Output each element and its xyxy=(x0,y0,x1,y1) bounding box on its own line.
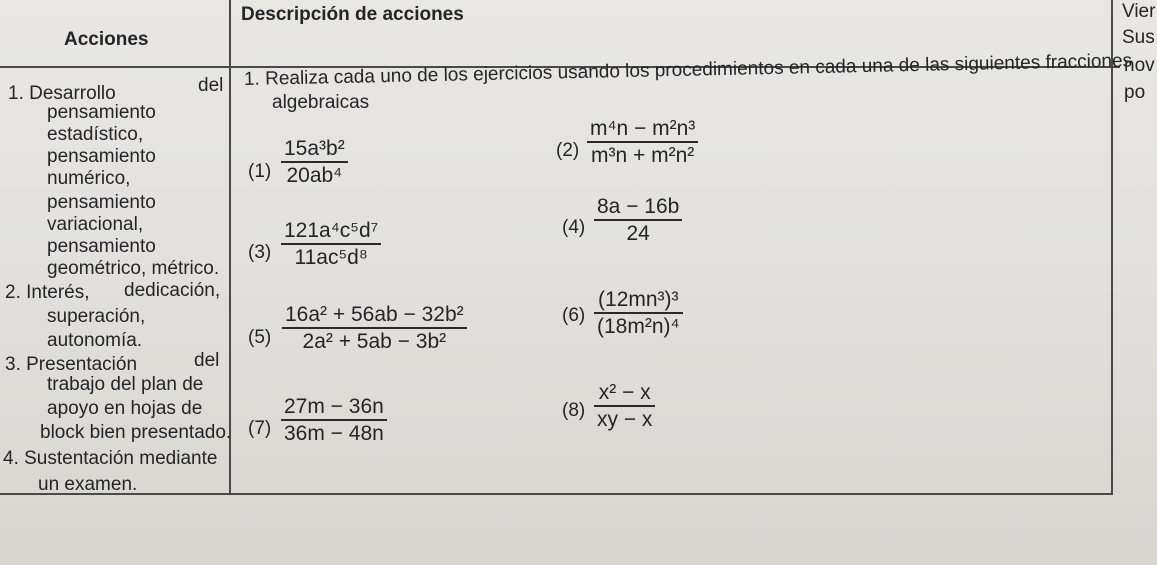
left-line: 1. Desarrollo xyxy=(8,83,116,104)
exercise-5-label: (5) xyxy=(248,327,272,348)
left-line: trabajo del plan de xyxy=(47,374,204,395)
exercise-2-numerator: m⁴n − m²n³ xyxy=(590,117,696,140)
header-descripcion: Descripción de acciones xyxy=(241,4,464,25)
exercise-8-fraction xyxy=(594,380,655,432)
exercise-1-numerator: 15a³b² xyxy=(284,137,345,160)
exercise-5-fraction xyxy=(282,302,467,354)
left-line: del xyxy=(198,75,224,96)
right-column-text: po xyxy=(1124,82,1146,103)
exercise-6-label: (6) xyxy=(562,305,586,326)
exercise-7-fraction xyxy=(281,394,387,446)
exercise-6-denominator: (18m²n)⁴ xyxy=(597,315,680,338)
exercise-3-numerator: 121a⁴c⁵d⁷ xyxy=(284,219,379,242)
exercise-3-fraction xyxy=(281,218,381,270)
left-line: autonomía. xyxy=(47,330,143,351)
right-column-text: nov xyxy=(1124,55,1155,76)
exercise-2-fraction xyxy=(587,116,698,168)
left-line: block bien presentado. xyxy=(40,422,232,443)
exercise-1-fraction xyxy=(281,136,348,188)
instruction-line-2: algebraicas xyxy=(272,92,370,113)
exercise-7-numerator: 27m − 36n xyxy=(284,395,384,418)
left-line: dedicación, xyxy=(124,280,221,301)
exercise-7-denominator: 36m − 48n xyxy=(284,422,384,445)
exercise-3-denominator: 11ac⁵d⁸ xyxy=(294,246,368,269)
exercise-2-denominator: m³n + m²n² xyxy=(591,144,695,167)
header-acciones: Acciones xyxy=(64,29,149,50)
left-line: geométrico, métrico. xyxy=(47,258,220,279)
left-line: apoyo en hojas de xyxy=(47,398,203,419)
table-bottom-border xyxy=(0,493,1113,495)
left-line: 4. Sustentación mediante xyxy=(3,448,218,469)
exercise-8-label: (8) xyxy=(562,400,586,421)
left-line: numérico, xyxy=(47,168,131,189)
column-divider xyxy=(229,0,231,494)
left-line: un examen. xyxy=(38,474,138,495)
right-column-divider xyxy=(1111,0,1113,494)
exercise-4-label: (4) xyxy=(562,217,586,238)
exercise-6-fraction xyxy=(594,287,683,339)
left-line: superación, xyxy=(47,306,146,327)
exercise-4-denominator: 24 xyxy=(626,222,650,245)
left-line: pensamiento xyxy=(47,146,156,167)
left-line: pensamiento xyxy=(47,236,156,257)
exercise-4-numerator: 8a − 16b xyxy=(597,195,680,218)
exercise-2-label: (2) xyxy=(556,140,580,161)
left-line: 2. Interés, xyxy=(5,282,90,303)
exercise-1-label: (1) xyxy=(248,161,272,182)
left-line: estadístico, xyxy=(47,124,144,145)
left-line: pensamiento xyxy=(47,192,156,213)
right-column-text: Vier xyxy=(1122,1,1156,22)
exercise-5-denominator: 2a² + 5ab − 3b² xyxy=(302,330,447,353)
left-line: 3. Presentación xyxy=(5,354,138,375)
exercise-6-numerator: (12mn³)³ xyxy=(598,288,679,311)
left-line: del xyxy=(194,350,220,371)
left-line: pensamiento xyxy=(47,102,156,123)
right-column-text: Sus xyxy=(1122,27,1155,48)
exercise-7-label: (7) xyxy=(248,418,272,439)
instruction-line-1: 1. Realiza cada uno de los ejercicios usando los procedimientos en cada una de las siguientes fracciones xyxy=(243,50,1133,90)
exercise-3-label: (3) xyxy=(248,242,272,263)
exercise-8-denominator: xy − x xyxy=(597,408,653,431)
left-line: variacional, xyxy=(47,214,144,235)
exercise-5-numerator: 16a² + 56ab − 32b² xyxy=(285,303,464,326)
exercise-4-fraction xyxy=(594,194,682,246)
exercise-1-denominator: 20ab⁴ xyxy=(286,164,343,187)
exercise-8-numerator: x² − x xyxy=(598,381,651,404)
